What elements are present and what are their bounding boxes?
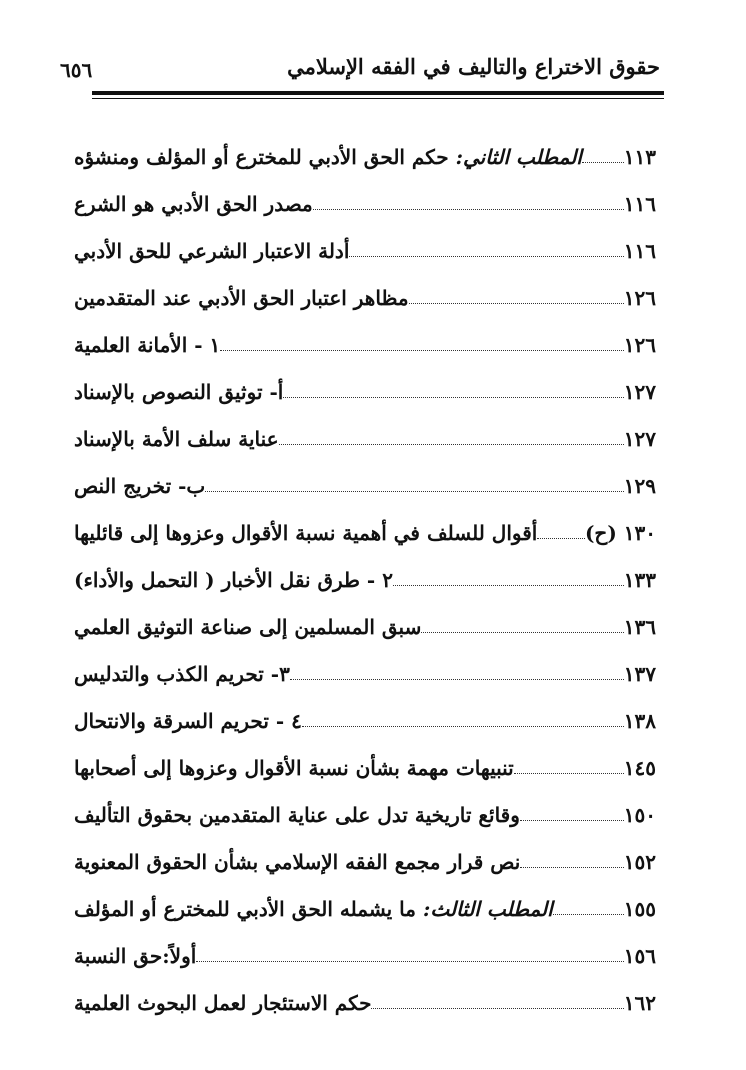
toc-entry: [70, 407, 660, 454]
toc-entry: [70, 642, 660, 689]
toc-entry: [70, 924, 660, 971]
toc-dot-leader: [409, 303, 624, 304]
toc-dot-leader: [371, 1008, 623, 1009]
toc-entry-page: ١٢٦: [623, 286, 656, 310]
toc-entry-title: [70, 988, 371, 1018]
toc-entry-lead: المطلب الثاني:: [455, 145, 582, 169]
toc-entry-page: ١٣٦: [623, 615, 656, 639]
toc-entry-text: ٣- تحريم الكذب والتدليس: [74, 662, 290, 686]
toc-entry-title: [70, 894, 553, 924]
toc-entry-page: ١٥٠: [623, 803, 656, 827]
toc-dot-leader: [582, 162, 624, 163]
toc-entry-page: ١٥٢: [623, 850, 656, 874]
header-rule-thick: [92, 91, 664, 95]
toc-entry: [70, 501, 660, 548]
toc-entry-page: ١٦٢: [623, 991, 656, 1015]
toc-entry-page: ١٣٨: [623, 709, 656, 733]
toc-entry-page: ١٥٥: [623, 897, 656, 921]
toc-entry-title: [70, 424, 279, 454]
toc-entry-text: ما يشمله الحق الأدبي للمخترع أو المؤلف: [74, 897, 423, 921]
toc-dot-leader: [514, 773, 624, 774]
toc-entry-text: ٢ - طرق نقل الأخبار ( التحمل والأداء): [74, 568, 393, 592]
toc-entry-title: [70, 847, 520, 877]
toc-entry-page: ١١٦: [623, 239, 656, 263]
toc-entry-text: حكم الاستئجار لعمل البحوث العلمية: [74, 991, 372, 1015]
toc-entry-title: [70, 377, 283, 407]
toc-dot-leader: [520, 867, 623, 868]
toc-entry-title: [70, 236, 349, 266]
toc-dot-leader: [283, 397, 623, 398]
toc-entry-text: ب- تخريج النص: [74, 474, 206, 498]
page-header: [60, 50, 660, 90]
toc-entry-page: ١١٦: [623, 192, 656, 216]
table-of-contents: [70, 125, 660, 1018]
toc-entry-page: ١٤٥: [623, 756, 656, 780]
toc-entry: [70, 360, 660, 407]
toc-entry-text: سبق المسلمين إلى صناعة التوثيق العلمي: [74, 615, 422, 639]
toc-entry-title: [70, 189, 313, 219]
toc-entry-page: ١٣٠ (ح): [584, 521, 656, 545]
toc-entry-title: [70, 471, 205, 501]
toc-entry: [70, 313, 660, 360]
toc-entry-title: [70, 565, 393, 595]
toc-entry-title: [70, 800, 520, 830]
toc-entry-title: [70, 330, 220, 360]
toc-entry-text: مظاهر اعتبار الحق الأدبي عند المتقدمين: [74, 286, 409, 310]
toc-entry-text: عناية سلف الأمة بالإسناد: [74, 427, 279, 451]
toc-dot-leader: [279, 444, 624, 445]
toc-entry-title: [70, 659, 290, 689]
toc-dot-leader: [313, 209, 624, 210]
toc-dot-leader: [196, 961, 623, 962]
header-rule-thin: [92, 98, 664, 99]
running-title: حقوق الاختراع والتاليف في الفقه الإسلامي: [287, 54, 660, 79]
toc-entry-title: [70, 518, 537, 548]
toc-entry-text: ٤ - تحريم السرقة والانتحال: [74, 709, 302, 733]
toc-dot-leader: [302, 726, 624, 727]
toc-entry: [70, 595, 660, 642]
toc-entry: [70, 689, 660, 736]
toc-entry-text: تنبيهات مهمة بشأن نسبة الأقوال وعزوها إلى أصحابها: [74, 756, 514, 780]
toc-entry-title: [70, 706, 302, 736]
toc-entry-page: ١٢٩: [623, 474, 656, 498]
toc-entry-title: [70, 753, 514, 783]
toc-entry-title: [70, 142, 582, 172]
toc-entry: [70, 736, 660, 783]
toc-entry-title: [70, 941, 196, 971]
toc-entry-text: نص قرار مجمع الفقه الإسلامي بشأن الحقوق المعنوية: [74, 850, 521, 874]
toc-entry: [70, 783, 660, 830]
toc-dot-leader: [553, 914, 624, 915]
toc-entry-page: ١٣٧: [623, 662, 656, 686]
toc-entry-text: حكم الحق الأدبي للمخترع أو المؤلف ومنشؤه: [74, 145, 456, 169]
toc-dot-leader: [290, 679, 624, 680]
toc-dot-leader: [349, 256, 623, 257]
toc-entry-page: ١٢٧: [623, 380, 656, 404]
toc-entry-page: ١٥٦: [623, 944, 656, 968]
toc-entry: [70, 877, 660, 924]
toc-entry-text: أدلة الاعتبار الشرعي للحق الأدبي: [74, 239, 350, 263]
toc-entry-text: أ- توثيق النصوص بالإسناد: [74, 380, 284, 404]
toc-entry-text: أقوال للسلف في أهمية نسبة الأقوال وعزوها إلى قائليها: [74, 521, 538, 545]
toc-entry-text: أولاً:حق النسبة: [74, 944, 197, 968]
toc-entry-text: مصدر الحق الأدبي هو الشرع: [74, 192, 313, 216]
toc-dot-leader: [393, 585, 624, 586]
toc-entry-page: ١٢٦: [623, 333, 656, 357]
toc-entry: [70, 125, 660, 172]
toc-entry-title: [70, 283, 409, 313]
toc-entry-page: ١٢٧: [623, 427, 656, 451]
toc-dot-leader: [220, 350, 624, 351]
page-number: ٦٥٦: [60, 58, 93, 82]
toc-entry: [70, 548, 660, 595]
toc-entry: [70, 830, 660, 877]
toc-entry-text: وقائع تاريخية تدل على عناية المتقدمين بحقوق التأليف: [74, 803, 520, 827]
toc-entry: [70, 266, 660, 313]
toc-entry-text: ١ - الأمانة العلمية: [74, 333, 221, 357]
toc-entry-page: ١٣٣: [623, 568, 656, 592]
toc-entry: [70, 454, 660, 501]
toc-dot-leader: [537, 538, 585, 539]
toc-entry-title: [70, 612, 421, 642]
toc-entry: [70, 219, 660, 266]
toc-entry-page: ١١٣: [623, 145, 656, 169]
toc-entry-lead: المطلب الثالث:: [422, 897, 553, 921]
toc-dot-leader: [520, 820, 624, 821]
toc-dot-leader: [205, 491, 624, 492]
toc-entry: [70, 172, 660, 219]
toc-dot-leader: [421, 632, 623, 633]
toc-entry: [70, 971, 660, 1018]
